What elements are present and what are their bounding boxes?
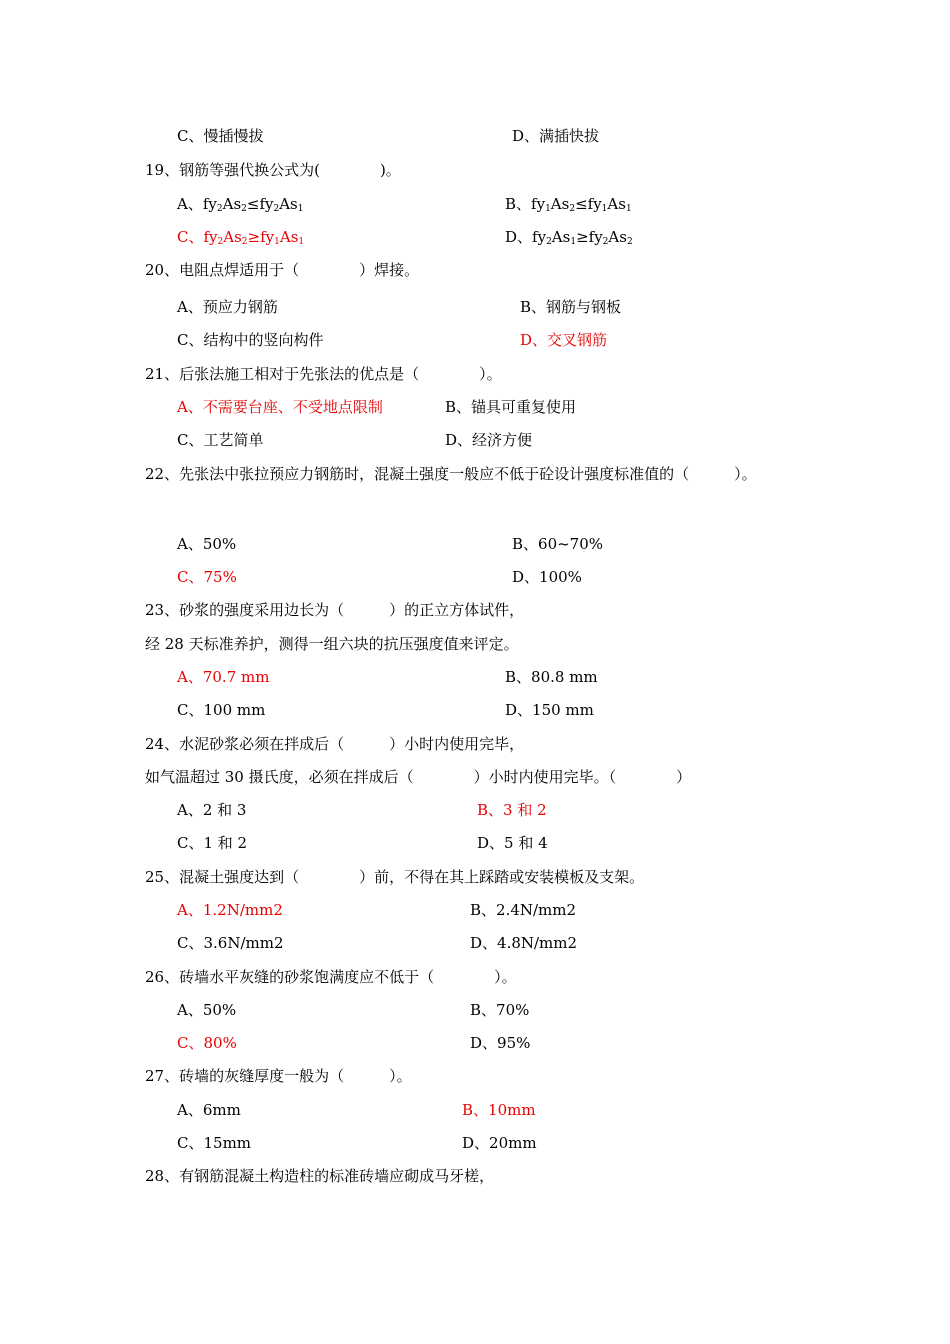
- question-28: 28、有钢筋混凝土构造柱的标准砖墙应砌成马牙槎，: [145, 1167, 495, 1185]
- option-c-23: C、100 mm: [177, 701, 266, 719]
- option-a-21-answer: A、不需要台座、不受地点限制: [177, 398, 383, 416]
- option-d-21: D、经济方便: [445, 431, 533, 449]
- option-d-24: D、5 和 4: [477, 834, 548, 852]
- option-c-21: C、工艺简单: [177, 431, 264, 449]
- option-d-23: D、150 mm: [505, 701, 594, 719]
- question-23: 23、砂浆的强度采用边长为（ ）的正立方体试件，: [145, 601, 525, 619]
- option-a-25-answer: A、1.2N/mm2: [177, 901, 283, 919]
- option-b-24-answer: B、3 和 2: [477, 801, 547, 819]
- question-24-continued: 如气温超过 30 摄氏度，必须在拌成后（ ）小时内使用完毕。（ ）: [145, 768, 692, 786]
- option-b-25: B、2.4N/mm2: [470, 901, 577, 919]
- option-b-27-answer: B、10mm: [462, 1101, 536, 1119]
- option-a-22: A、50%: [177, 535, 237, 553]
- option-b-23: B、80.8 mm: [505, 668, 598, 686]
- option-b-26: B、70%: [470, 1001, 530, 1019]
- option-a-20: A、预应力钢筋: [177, 298, 278, 316]
- option-c-25: C、3.6N/mm2: [177, 934, 284, 952]
- question-22: 22、先张法中张拉预应力钢筋时，混凝土强度一般应不低于砼设计强度标准值的（ ）。: [145, 465, 757, 483]
- option-b-20: B、钢筋与钢板: [520, 298, 622, 316]
- question-23-continued: 经 28 天标准养护，测得一组六块的抗压强度值来评定。: [145, 635, 519, 653]
- option-a-26: A、50%: [177, 1001, 237, 1019]
- option-d-26: D、95%: [470, 1034, 531, 1052]
- option-a-23-answer: A、70.7 mm: [177, 668, 270, 686]
- question-24: 24、水泥砂浆必须在拌成后（ ）小时内使用完毕，: [145, 735, 525, 753]
- option-c-20: C、结构中的竖向构件: [177, 331, 324, 349]
- option-d-27: D、20mm: [462, 1134, 537, 1152]
- option-c-27: C、15mm: [177, 1134, 252, 1152]
- option-b-19: B、$fy_1As_2\le fy_1As_1$: [505, 195, 632, 214]
- option-c-22-answer: C、75%: [177, 568, 237, 586]
- question-26: 26、砖墙水平灰缝的砂浆饱满度应不低于（ ）。: [145, 968, 517, 986]
- option-a-19: A、$fy_2As_2\le fy_2As_1$: [177, 195, 304, 214]
- option-b-21: B、锚具可重复使用: [445, 398, 577, 416]
- option-a-24: A、2 和 3: [177, 801, 247, 819]
- question-21: 21、后张法施工相对于先张法的优点是（ ）。: [145, 365, 502, 383]
- question-20: 20、电阻点焊适用于（ ）焊接。: [145, 261, 420, 279]
- option-c-18: C、慢插慢拔: [177, 127, 264, 145]
- option-a-27: A、6mm: [177, 1101, 241, 1119]
- option-d-22: D、100%: [512, 568, 582, 586]
- question-25: 25、混凝土强度达到（ ）前，不得在其上踩踏或安装模板及支架。: [145, 868, 645, 886]
- option-c-26-answer: C、80%: [177, 1034, 237, 1052]
- question-27: 27、砖墙的灰缝厚度一般为（ ）。: [145, 1067, 412, 1085]
- option-d-19: D、$fy_2As_1\ge fy_2As_2$: [505, 228, 633, 247]
- option-b-22: B、60~70%: [512, 535, 604, 553]
- option-d-25: D、4.8N/mm2: [470, 934, 578, 952]
- option-c-19-answer: C、$fy_2As_2\ge fy_1As_1$: [177, 228, 305, 247]
- option-d-20-answer: D、交叉钢筋: [520, 331, 608, 349]
- option-d-18: D、满插快拔: [512, 127, 600, 145]
- question-19: 19、钢筋等强代换公式为( )。: [145, 161, 401, 179]
- option-c-24: C、1 和 2: [177, 834, 248, 852]
